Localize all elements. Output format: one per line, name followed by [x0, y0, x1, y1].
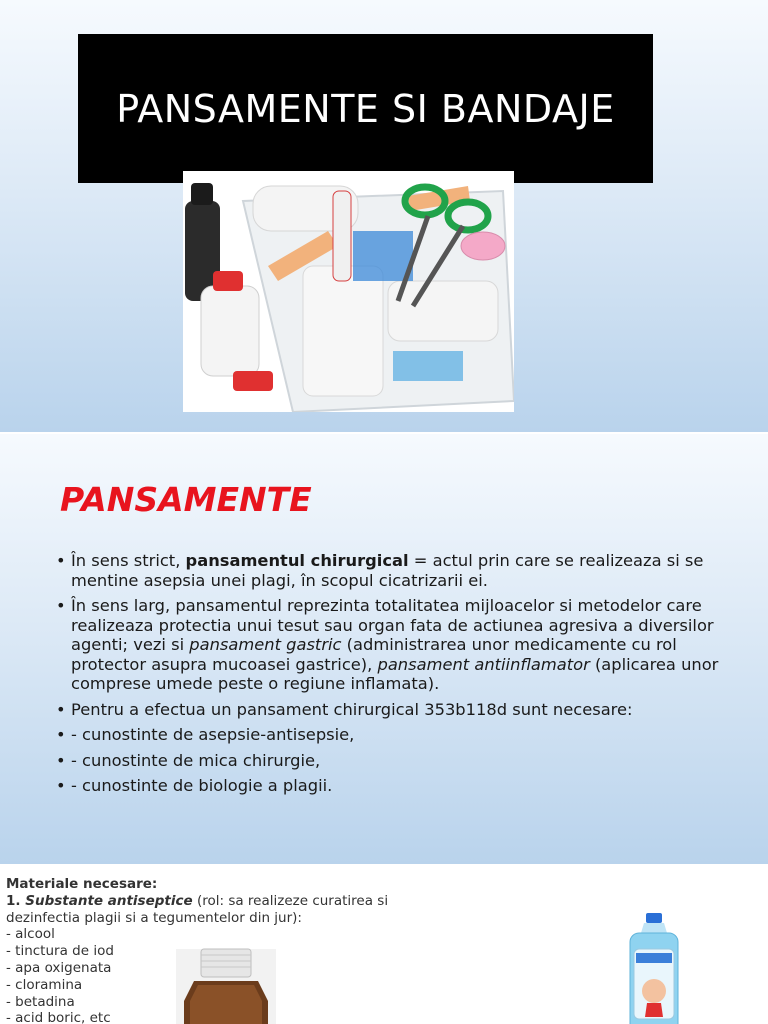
materiale-slide — [0, 866, 768, 1024]
section-heading: PANSAMENTE — [60, 480, 312, 519]
bullet-text: - cunostinte de mica chirurgie, — [71, 750, 321, 770]
bullet-item — [56, 596, 746, 694]
bullet-item — [56, 551, 746, 590]
bullet-italic-term: pansament gastric — [189, 635, 342, 654]
antiseptic-item: - tinctura de iod — [6, 943, 114, 960]
bullet-text: În sens strict, — [71, 551, 186, 570]
bullet-italic-term: pansament antiinflamator — [377, 654, 590, 674]
pansamente-slide — [0, 434, 768, 864]
iodine-bottle-image — [136, 941, 316, 1024]
bullet-text: - cunostinte de asepsie-antisepsie, — [71, 725, 355, 744]
bullet-text: = actul prin care se realizeaza si se mentine asepsia unei plagi, în scopul cicatrizarii ei. — [71, 551, 704, 590]
item-title: Substante antiseptice — [25, 892, 193, 909]
bullet-list — [56, 551, 746, 802]
materials-heading: Materiale necesare: — [6, 876, 158, 892]
bullet-item — [56, 700, 746, 720]
bullet-item — [56, 751, 746, 771]
bullet-text: (aplicarea unor comprese umede peste o regiune inflamata). — [71, 654, 719, 693]
item-number: 1. — [6, 892, 26, 909]
bullet-item — [56, 776, 746, 796]
antiseptic-item: - betadina — [6, 993, 75, 1010]
bullet-text: (administrarea unor medicamente cu rol protector asupra mucoasei gastrice), — [71, 635, 677, 674]
bullet-bold-term: pansamentul chirurgical — [185, 551, 409, 570]
antiseptic-item: - apa oxigenata — [6, 959, 112, 976]
first-aid-kit-image — [183, 171, 514, 412]
slide-title: PANSAMENTE SI BANDAJE — [116, 86, 615, 131]
antiseptic-item: - alcool — [6, 926, 55, 943]
bullet-item — [56, 725, 746, 745]
alcohol-bottle-image — [597, 911, 711, 1024]
title-slide — [0, 0, 768, 432]
bullet-text: În sens larg, pansamentul reprezinta totalitatea mijloacelor si metodelor care realizeaza protectia unui tesut sau organ fata de actiunea agresiva a diversilor agenti; vezi si — [71, 596, 714, 654]
bullet-text: Pentru a efectua un pansament chirurgical 353b118d sunt necesare: — [71, 699, 633, 719]
bullet-text: - cunostinte de biologie a plagii. — [71, 776, 333, 795]
title-banner — [78, 34, 653, 183]
item-description: (rol: sa realizeze curatirea si dezinfectia plagii si a tegumentelor din jur): — [6, 892, 389, 926]
antiseptic-item: - cloramina — [6, 976, 83, 993]
materials-item-intro — [6, 893, 426, 927]
antiseptic-item: - acid boric, etc — [6, 1010, 111, 1024]
